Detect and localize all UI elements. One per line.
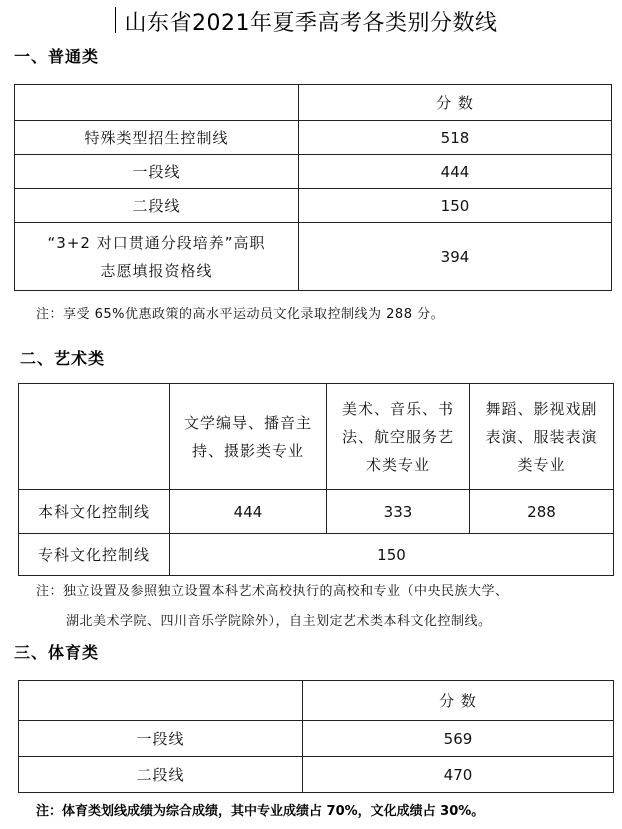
table-row <box>19 490 614 534</box>
row-value: 333 <box>327 490 470 534</box>
row-value: 444 <box>299 155 612 189</box>
table-row <box>15 223 612 291</box>
row-label: 一段线 <box>15 155 299 189</box>
sports-note: 注：体育类划线成绩为综合成绩，其中专业成绩占 70%，文化成绩占 30%。 <box>36 804 485 819</box>
header-line: 持、摄影类专业 <box>191 441 304 460</box>
sports-score-table <box>18 680 614 793</box>
header-line: 舞蹈、影视戏剧 <box>485 399 598 418</box>
table-row <box>19 721 614 757</box>
section-heading-art: 二、艺术类 <box>20 349 106 368</box>
art-column-header <box>327 384 470 490</box>
general-note: 注：享受 65%优惠政策的高水平运动员文化录取控制线为 288 分。 <box>36 307 445 322</box>
row-value: 470 <box>303 757 614 793</box>
table-row <box>19 757 614 793</box>
table-corner-cell <box>15 85 299 121</box>
header-line: 表演、服装表演 <box>485 427 598 446</box>
row-label: 二段线 <box>15 189 299 223</box>
table-row <box>15 155 612 189</box>
row-value: 518 <box>299 121 612 155</box>
header-line: 文学编导、播音主 <box>183 413 312 432</box>
row-value: 444 <box>170 490 327 534</box>
art-note-line-2: 湖北美术学院、四川音乐学院除外），自主划定艺术类本科文化控制线。 <box>66 614 492 629</box>
row-value: 150 <box>299 189 612 223</box>
row-label: 特殊类型招生控制线 <box>15 121 299 155</box>
table-row <box>19 534 614 576</box>
row-value: 569 <box>303 721 614 757</box>
row-value: 394 <box>299 223 612 291</box>
row-value: 288 <box>470 490 614 534</box>
row-label: 二段线 <box>19 757 303 793</box>
art-note-line-1: 注：独立设置及参照独立设置本科艺术高校执行的高校和专业（中央民族大学、 <box>36 584 509 599</box>
score-column-header: 分 数 <box>303 681 614 721</box>
row-label-line: 志愿填报资格线 <box>100 261 213 280</box>
header-line: 类专业 <box>517 455 566 474</box>
text-cursor <box>115 7 116 33</box>
header-line: 术类专业 <box>365 455 430 474</box>
table-row <box>15 189 612 223</box>
section-heading-sports: 三、体育类 <box>14 643 100 662</box>
art-score-table <box>18 383 614 576</box>
table-row <box>15 121 612 155</box>
general-score-table <box>14 84 612 291</box>
header-line: 美术、音乐、书 <box>341 399 454 418</box>
row-label: 专科文化控制线 <box>19 534 170 576</box>
row-label: 本科文化控制线 <box>19 490 170 534</box>
table-corner-cell <box>19 681 303 721</box>
art-column-header <box>170 384 327 490</box>
page-title: 山东省2021年夏季高考各类别分数线 <box>124 11 498 36</box>
row-label <box>15 223 299 291</box>
score-column-header: 分 数 <box>299 85 612 121</box>
art-column-header <box>470 384 614 490</box>
row-label-line: “3+2 对口贯通分段培养”高职 <box>47 233 266 252</box>
row-label: 一段线 <box>19 721 303 757</box>
row-value: 150 <box>170 534 614 576</box>
header-line: 法、航空服务艺 <box>341 427 454 446</box>
section-heading-general: 一、普通类 <box>14 47 100 66</box>
table-corner-cell <box>19 384 170 490</box>
